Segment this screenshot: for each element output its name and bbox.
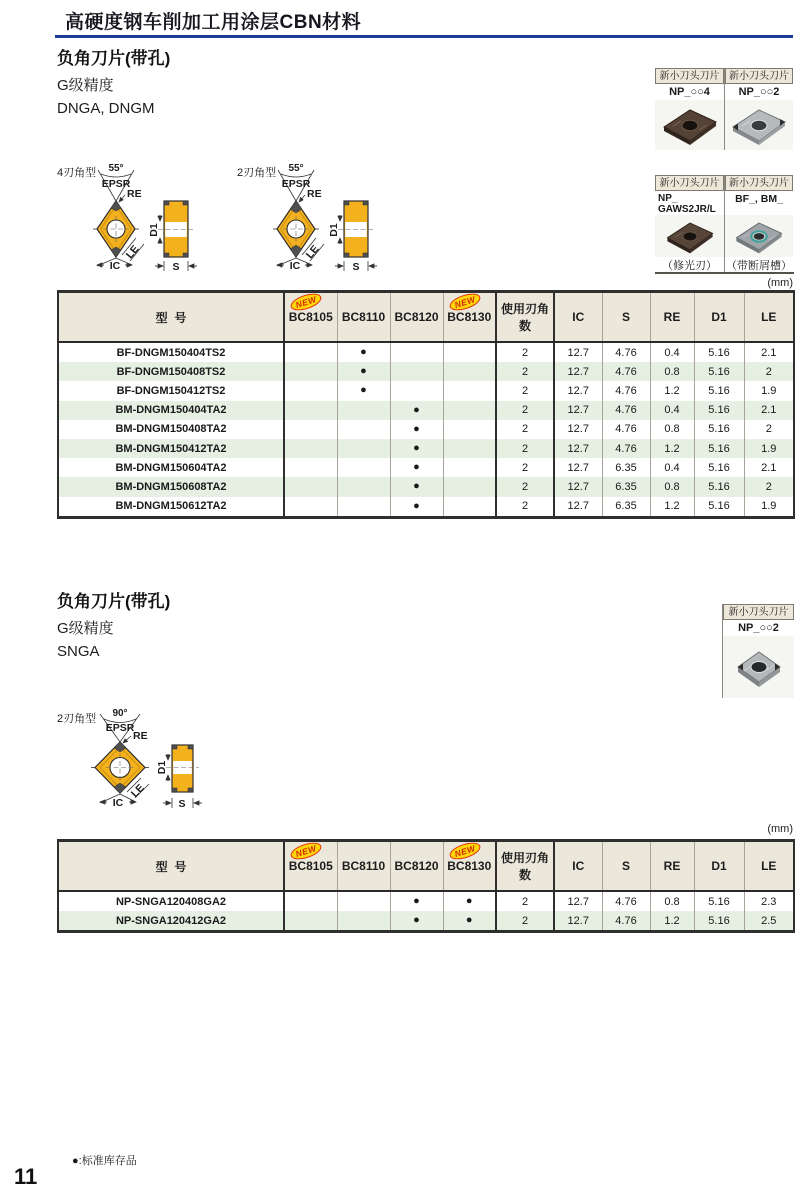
svg-text:90°: 90° bbox=[112, 708, 128, 719]
stock-dot-cell: ● bbox=[390, 401, 443, 420]
unit-label-mm: (mm) bbox=[767, 277, 793, 289]
stock-dot-cell: ● bbox=[390, 439, 443, 458]
insert-photo-gray-groove-diamond bbox=[725, 215, 793, 257]
table-header-row bbox=[58, 841, 794, 892]
label-line1: NP_ bbox=[658, 193, 678, 204]
stock-dot-cell bbox=[443, 381, 496, 400]
spec-value-cell: 12.7 bbox=[554, 381, 602, 400]
stock-dot-cell: ● bbox=[337, 362, 390, 381]
svg-text:4刃角型: 4刃角型 bbox=[57, 167, 97, 179]
col-bc8130 bbox=[443, 292, 496, 343]
table-row bbox=[58, 381, 794, 400]
spec-value-cell: 5.16 bbox=[694, 497, 744, 518]
new-badge: NEW bbox=[447, 839, 482, 862]
diamond-insert-image bbox=[728, 102, 790, 148]
spec-value-cell: 0.8 bbox=[650, 477, 694, 496]
stock-dot-cell: ● bbox=[390, 420, 443, 439]
stock-dot-cell: ● bbox=[390, 477, 443, 496]
stock-dot-cell: ● bbox=[443, 911, 496, 932]
svg-text:EPSR: EPSR bbox=[281, 178, 311, 190]
diamond-insert-image bbox=[659, 102, 721, 148]
grade-label: BC8105 bbox=[288, 310, 333, 324]
svg-text:D1: D1 bbox=[148, 223, 160, 237]
stock-dot-cell: ● bbox=[390, 891, 443, 911]
col-bc8120: BC8120 bbox=[390, 841, 443, 892]
stock-dot-cell bbox=[337, 911, 390, 932]
table-row bbox=[58, 497, 794, 518]
svg-text:LE: LE bbox=[123, 243, 142, 262]
svg-text:55°: 55° bbox=[288, 163, 304, 174]
page-title: 高硬度钢车削加工用涂层CBN材料 bbox=[65, 12, 362, 33]
stock-dot-cell bbox=[443, 362, 496, 381]
grade-label: BC8130 bbox=[447, 310, 492, 324]
square-insert-image bbox=[730, 641, 788, 693]
stock-dot-cell: ● bbox=[337, 342, 390, 362]
model-number-cell: BM-DNGM150412TA2 bbox=[58, 439, 284, 458]
stock-dot-cell bbox=[443, 439, 496, 458]
spec-value-cell: 4.76 bbox=[602, 342, 650, 362]
stock-dot-cell bbox=[443, 420, 496, 439]
stock-dot-cell bbox=[284, 891, 337, 911]
model-number-cell: BF-DNGM150408TS2 bbox=[58, 362, 284, 381]
stock-legend: ●:标准库存品 bbox=[72, 1155, 137, 1167]
model-number-cell: NP-SNGA120412GA2 bbox=[58, 911, 284, 932]
stock-dot-cell bbox=[337, 891, 390, 911]
col-bc8110: BC8110 bbox=[337, 841, 390, 892]
table-row bbox=[58, 420, 794, 439]
col-bc8130 bbox=[443, 841, 496, 892]
stock-dot-cell: ● bbox=[390, 911, 443, 932]
col-s: S bbox=[602, 292, 650, 343]
spec-value-cell: 2 bbox=[496, 439, 554, 458]
stock-dot-cell bbox=[337, 477, 390, 496]
spec-value-cell: 5.16 bbox=[694, 891, 744, 911]
stock-dot-cell bbox=[443, 458, 496, 477]
spec-value-cell: 5.16 bbox=[694, 477, 744, 496]
svg-text:IC: IC bbox=[112, 797, 124, 809]
stock-dot-cell bbox=[337, 497, 390, 518]
panel-cell-bf-bm bbox=[724, 175, 793, 272]
spec-value-cell: 2 bbox=[496, 342, 554, 362]
spec-value-cell: 12.7 bbox=[554, 420, 602, 439]
page-number: 11 bbox=[14, 1164, 38, 1189]
grade-label: BC8130 bbox=[447, 859, 492, 873]
table-row bbox=[58, 439, 794, 458]
section2-grade: G级精度 bbox=[57, 620, 114, 637]
title-underline bbox=[55, 35, 793, 38]
spec-value-cell: 5.16 bbox=[694, 911, 744, 932]
stock-dot-cell bbox=[284, 420, 337, 439]
spec-value-cell: 0.4 bbox=[650, 458, 694, 477]
spec-value-cell: 2 bbox=[496, 362, 554, 381]
spec-value-cell: 12.7 bbox=[554, 458, 602, 477]
model-number-cell: BM-DNGM150408TA2 bbox=[58, 420, 284, 439]
col-edge-count: 使用刃角数 bbox=[496, 841, 554, 892]
new-badge: NEW bbox=[447, 290, 482, 313]
panel-header: 新小刀头刀片 bbox=[655, 175, 724, 191]
col-model: 型 号 bbox=[58, 841, 284, 892]
diamond-insert-image bbox=[661, 216, 719, 256]
spec-value-cell: 4.76 bbox=[602, 381, 650, 400]
spec-value-cell: 1.9 bbox=[761, 442, 777, 455]
model-number-cell: BM-DNGM150604TA2 bbox=[58, 458, 284, 477]
svg-text:LE: LE bbox=[128, 781, 147, 800]
section1-heading bbox=[57, 44, 170, 120]
spec-value-cell: 0.4 bbox=[650, 401, 694, 420]
table1-body bbox=[58, 342, 794, 517]
spec-value-cell: 5.16 bbox=[694, 342, 744, 362]
spec-value-cell: 2 bbox=[765, 480, 772, 493]
spec-value-cell: 12.7 bbox=[554, 891, 602, 911]
svg-text:LE: LE bbox=[303, 243, 322, 262]
panel-header: 新小刀头刀片 bbox=[725, 68, 793, 84]
grade-label: BC8105 bbox=[288, 859, 333, 873]
spec-value-cell: 5.16 bbox=[694, 401, 744, 420]
spec-value-cell: 4.76 bbox=[602, 891, 650, 911]
stock-dot-cell bbox=[337, 401, 390, 420]
spec-value-cell: 2 bbox=[496, 420, 554, 439]
spec-value-cell: 1.9 bbox=[761, 500, 777, 513]
spec-value-cell: 12.7 bbox=[554, 497, 602, 518]
stock-dot-cell bbox=[443, 342, 496, 362]
stock-dot-cell bbox=[390, 362, 443, 381]
spec-value-cell: 2 bbox=[765, 365, 772, 378]
insert-code-label: NP_○○2 bbox=[738, 86, 780, 98]
spec-value-cell: 4.76 bbox=[602, 362, 650, 381]
stock-dot-cell bbox=[390, 342, 443, 362]
spec-value-cell: 0.8 bbox=[650, 420, 694, 439]
stock-dot-cell bbox=[284, 458, 337, 477]
col-ic: IC bbox=[554, 841, 602, 892]
spec-value-cell: 2 bbox=[496, 381, 554, 400]
svg-text:S: S bbox=[178, 798, 186, 810]
spec-value-cell: 2.1 bbox=[761, 346, 777, 359]
stock-dot-cell bbox=[284, 381, 337, 400]
stock-dot-cell bbox=[337, 420, 390, 439]
table-row bbox=[58, 401, 794, 420]
model-number-cell: BF-DNGM150404TS2 bbox=[58, 342, 284, 362]
snga-spec-table bbox=[57, 839, 795, 933]
model-number-cell: BF-DNGM150412TS2 bbox=[58, 381, 284, 400]
insert-diagram-snga bbox=[52, 706, 252, 818]
spec-value-cell: 1.9 bbox=[761, 384, 777, 397]
col-s: S bbox=[602, 841, 650, 892]
table-row bbox=[58, 477, 794, 496]
panel-header: 新小刀头刀片 bbox=[723, 604, 794, 620]
spec-value-cell: 5.16 bbox=[694, 362, 744, 381]
col-re: RE bbox=[650, 292, 694, 343]
insert-photo-silver-diamond bbox=[725, 100, 793, 150]
spec-value-cell: 2 bbox=[496, 458, 554, 477]
svg-text:EPSR: EPSR bbox=[101, 178, 131, 190]
col-le: LE bbox=[744, 292, 794, 343]
panel-cell-np4 bbox=[655, 68, 724, 150]
stock-dot-cell bbox=[284, 401, 337, 420]
new-insert-panel-bottom bbox=[655, 175, 794, 274]
insert-diagram-dnga-4corner bbox=[52, 160, 252, 278]
svg-text:55°: 55° bbox=[108, 163, 124, 174]
svg-text:2刃角型: 2刃角型 bbox=[237, 167, 277, 179]
table-header-row bbox=[58, 292, 794, 343]
col-d1: D1 bbox=[694, 292, 744, 343]
spec-value-cell: 0.8 bbox=[650, 362, 694, 381]
svg-text:RE: RE bbox=[133, 730, 148, 742]
new-badge: NEW bbox=[289, 839, 324, 862]
spec-value-cell: 2.3 bbox=[761, 895, 777, 908]
col-ic: IC bbox=[554, 292, 602, 343]
spec-value-cell: 4.76 bbox=[602, 439, 650, 458]
svg-text:RE: RE bbox=[307, 188, 322, 200]
spec-value-cell: 1.2 bbox=[650, 381, 694, 400]
col-bc8110: BC8110 bbox=[337, 292, 390, 343]
col-re: RE bbox=[650, 841, 694, 892]
spec-value-cell: 12.7 bbox=[554, 911, 602, 932]
insert-code-label bbox=[655, 191, 724, 215]
spec-value-cell: 5.16 bbox=[694, 381, 744, 400]
panel-cell-np2 bbox=[724, 68, 793, 150]
spec-value-cell: 2 bbox=[496, 497, 554, 518]
spec-value-cell: 6.35 bbox=[602, 477, 650, 496]
spec-value-cell: 12.7 bbox=[554, 362, 602, 381]
insert-code-label: NP_○○4 bbox=[669, 86, 710, 98]
spec-value-cell: 1.2 bbox=[650, 911, 694, 932]
table-row bbox=[58, 362, 794, 381]
stock-dot-cell bbox=[443, 497, 496, 518]
stock-dot-cell bbox=[390, 381, 443, 400]
unit-label-mm: (mm) bbox=[767, 823, 793, 835]
spec-value-cell: 12.7 bbox=[554, 401, 602, 420]
spec-value-cell: 6.35 bbox=[602, 458, 650, 477]
spec-value-cell: 1.2 bbox=[650, 439, 694, 458]
stock-dot-cell: ● bbox=[443, 891, 496, 911]
stock-dot-cell bbox=[284, 497, 337, 518]
svg-text:D1: D1 bbox=[156, 760, 168, 775]
stock-dot-cell bbox=[284, 362, 337, 381]
panel-cell-gaws bbox=[655, 175, 724, 272]
svg-text:RE: RE bbox=[127, 188, 142, 200]
insert-caption: （修光刃） bbox=[662, 260, 717, 272]
spec-value-cell: 2 bbox=[496, 477, 554, 496]
stock-dot-cell: ● bbox=[337, 381, 390, 400]
section1-grade: G级精度 bbox=[57, 77, 114, 94]
spec-value-cell: 2.1 bbox=[761, 461, 777, 474]
table-row bbox=[58, 342, 794, 362]
stock-dot-cell bbox=[284, 342, 337, 362]
table-row bbox=[58, 911, 794, 932]
spec-value-cell: 4.76 bbox=[602, 911, 650, 932]
insert-photo-brown-diamond bbox=[655, 215, 724, 257]
new-insert-panel-snga bbox=[722, 604, 794, 698]
spec-value-cell: 2.5 bbox=[761, 914, 777, 927]
section1-title: 负角刀片(带孔) bbox=[57, 49, 171, 68]
panel-header: 新小刀头刀片 bbox=[655, 68, 724, 84]
col-le: LE bbox=[744, 841, 794, 892]
spec-value-cell: 12.7 bbox=[554, 342, 602, 362]
insert-photo-brown-diamond bbox=[655, 100, 724, 150]
new-badge: NEW bbox=[289, 290, 324, 313]
spec-value-cell: 5.16 bbox=[694, 420, 744, 439]
spec-value-cell: 2.1 bbox=[761, 404, 777, 417]
spec-value-cell: 5.16 bbox=[694, 439, 744, 458]
col-bc8105 bbox=[284, 841, 337, 892]
svg-text:IC: IC bbox=[109, 260, 121, 272]
section2-shapes: SNGA bbox=[57, 643, 100, 660]
insert-code-label: BF_, BM_ bbox=[735, 193, 783, 205]
svg-text:IC: IC bbox=[289, 260, 301, 272]
col-edge-count: 使用刃角数 bbox=[496, 292, 554, 343]
spec-value-cell: 5.16 bbox=[694, 458, 744, 477]
stock-dot-cell bbox=[284, 439, 337, 458]
section2-title: 负角刀片(带孔) bbox=[57, 592, 171, 611]
spec-value-cell: 0.8 bbox=[650, 891, 694, 911]
stock-dot-cell bbox=[337, 439, 390, 458]
stock-dot-cell bbox=[284, 477, 337, 496]
insert-diagram-dnga-2corner bbox=[232, 160, 432, 278]
model-number-cell: BM-DNGM150612TA2 bbox=[58, 497, 284, 518]
new-insert-panel-top bbox=[655, 68, 794, 150]
svg-text:EPSR: EPSR bbox=[105, 722, 135, 734]
label-line2: GAWS2JR/L bbox=[658, 204, 716, 215]
insert-caption: （带断屑槽） bbox=[726, 260, 792, 272]
table2-body bbox=[58, 891, 794, 932]
col-bc8120: BC8120 bbox=[390, 292, 443, 343]
stock-dot-cell bbox=[443, 401, 496, 420]
section2-heading bbox=[57, 587, 170, 663]
spec-value-cell: 4.76 bbox=[602, 420, 650, 439]
spec-value-cell: 1.2 bbox=[650, 497, 694, 518]
col-model: 型 号 bbox=[58, 292, 284, 343]
table-row bbox=[58, 891, 794, 911]
model-number-cell: NP-SNGA120408GA2 bbox=[58, 891, 284, 911]
spec-value-cell: 12.7 bbox=[554, 439, 602, 458]
diamond-insert-image bbox=[730, 216, 788, 256]
spec-value-cell: 2 bbox=[496, 911, 554, 932]
stock-dot-cell bbox=[284, 911, 337, 932]
spec-value-cell: 4.76 bbox=[602, 401, 650, 420]
stock-dot-cell bbox=[443, 477, 496, 496]
spec-value-cell: 2 bbox=[496, 891, 554, 911]
stock-dot-cell bbox=[337, 458, 390, 477]
spec-value-cell: 12.7 bbox=[554, 477, 602, 496]
panel-header: 新小刀头刀片 bbox=[725, 175, 793, 191]
spec-value-cell: 0.4 bbox=[650, 342, 694, 362]
spec-value-cell: 2 bbox=[765, 423, 772, 436]
table-row bbox=[58, 458, 794, 477]
section1-shapes: DNGA, DNGM bbox=[57, 100, 155, 117]
insert-code-label: NP_○○2 bbox=[738, 622, 779, 634]
insert-photo-silver-square bbox=[723, 636, 794, 698]
svg-text:S: S bbox=[172, 261, 180, 273]
spec-value-cell: 2 bbox=[496, 401, 554, 420]
svg-text:D1: D1 bbox=[328, 223, 340, 237]
stock-dot-cell: ● bbox=[390, 497, 443, 518]
svg-text:S: S bbox=[352, 261, 360, 273]
model-number-cell: BM-DNGM150608TA2 bbox=[58, 477, 284, 496]
stock-dot-cell: ● bbox=[390, 458, 443, 477]
model-number-cell: BM-DNGM150404TA2 bbox=[58, 401, 284, 420]
svg-text:2刃角型: 2刃角型 bbox=[57, 713, 97, 725]
col-d1: D1 bbox=[694, 841, 744, 892]
spec-value-cell: 6.35 bbox=[602, 497, 650, 518]
dngm-spec-table bbox=[57, 290, 795, 519]
col-bc8105 bbox=[284, 292, 337, 343]
